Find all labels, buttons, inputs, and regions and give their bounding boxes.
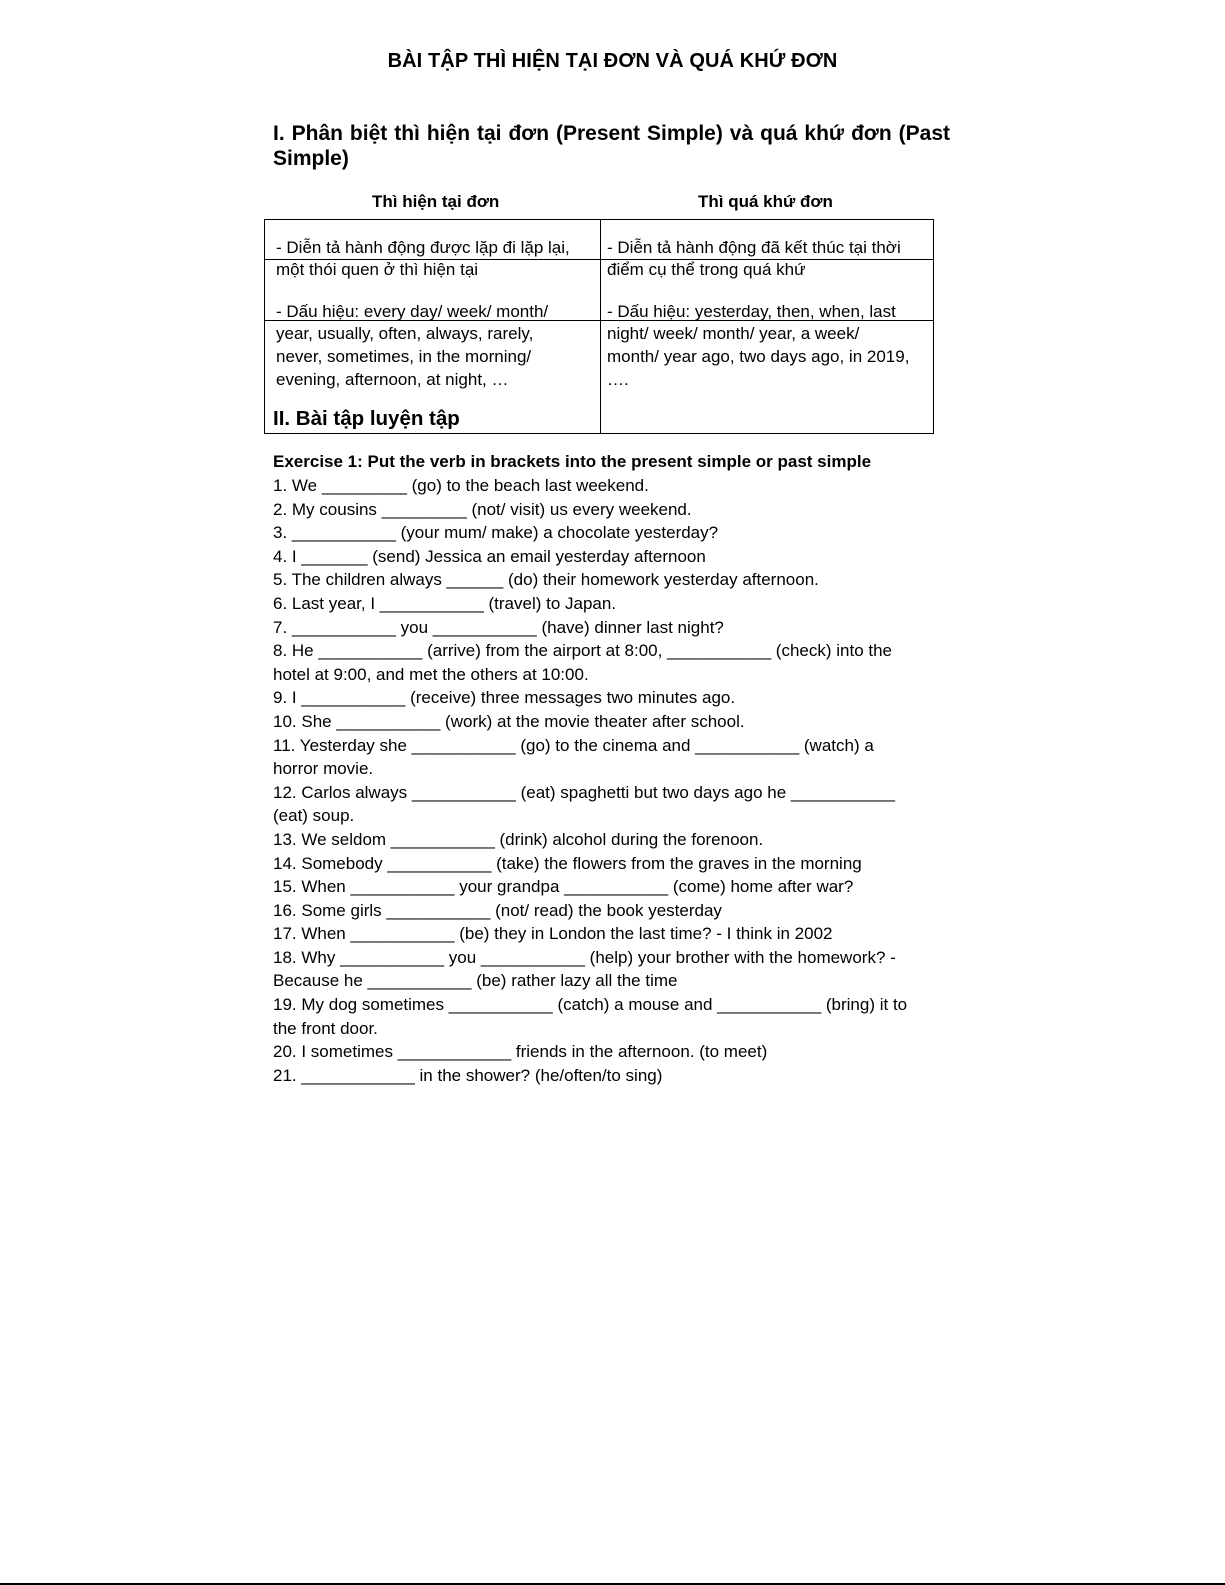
exercise-line: 15. When ___________ your grandpa ___________ (come) home after war? [273,877,854,897]
section-2-heading: II. Bài tập luyện tập [273,407,460,430]
present-cell-line: - Dấu hiệu: every day/ week/ month/ [276,302,549,321]
exercise-line: 17. When ___________ (be) they in London the last time? - I think in 2002 [273,924,833,944]
exercise-line: horror movie. [273,759,374,779]
exercise-line: 1. We _________ (go) to the beach last weekend. [273,476,649,495]
present-cell-line: - Diễn tả hành động được lặp đi lặp lại, [276,238,570,257]
exercise-line: 2. My cousins _________ (not/ visit) us every weekend. [273,499,692,519]
present-cell-line: một thói quen ở thì hiện tại [276,260,479,279]
exercise-line: 3. ___________ (your mum/ make) a chocolate yesterday? [273,523,719,543]
exercise-line: the front door. [273,1018,378,1038]
exercise-1-title: Exercise 1: Put the verb in brackets into the present simple or past simple [273,452,872,471]
exercise-line: 16. Some girls ___________ (not/ read) the book yesterday [273,900,722,920]
exercise-line: 21. ____________ in the shower? (he/often/to sing) [273,1065,663,1085]
exercise-line: (eat) soup. [273,806,355,826]
past-cell-line: …. [607,370,629,389]
exercise-line: 11. Yesterday she ___________ (go) to the cinema and ___________ (watch) a [273,735,874,755]
exercise-line: 9. I ___________ (receive) three messages two minutes ago. [273,688,736,708]
exercise-line: 12. Carlos always ___________ (eat) spaghetti but two days ago he ___________ [273,782,895,802]
present-cell-line: evening, afternoon, at night, … [276,370,509,389]
table-column-divider [600,220,601,433]
exercise-line: 18. Why ___________ you ___________ (help) your brother with the homework? - [273,947,896,967]
exercise-1-list [273,474,973,1087]
exercise-line: 6. Last year, I ___________ (travel) to Japan. [273,593,617,613]
exercise-line: 7. ___________ you ___________ (have) dinner last night? [273,617,724,637]
exercise-line: 20. I sometimes ____________ friends in the afternoon. (to meet) [273,1042,768,1062]
past-cell-line: night/ week/ month/ year, a week/ [607,324,860,343]
table-header-past: Thì quá khứ đơn [698,192,833,211]
exercise-line: 8. He ___________ (arrive) from the airport at 8:00, ___________ (check) into the [273,641,892,661]
section-1-heading: I. Phân biệt thì hiện tại đơn (Present Simple) và quá khứ đơn (Past Simple) [273,122,950,170]
comparison-table [264,219,934,434]
exercise-line: 4. I _______ (send) Jessica an email yesterday afternoon [273,546,706,566]
past-cell-line: - Diễn tả hành động đã kết thúc tại thời [607,238,901,257]
exercise-line: 19. My dog sometimes ___________ (catch) a mouse and ___________ (bring) it to [273,995,908,1015]
page-title: BÀI TẬP THÌ HIỆN TẠI ĐƠN VÀ QUÁ KHỨ ĐƠN [387,50,838,72]
exercise-line: hotel at 9:00, and met the others at 10:00. [273,664,589,684]
past-cell-line: điểm cụ thể trong quá khứ [607,260,806,279]
present-cell-line: never, sometimes, in the morning/ [276,347,532,366]
past-cell-line: - Dấu hiệu: yesterday, then, when, last [607,302,896,321]
exercise-line: 14. Somebody ___________ (take) the flowers from the graves in the morning [273,853,862,873]
exercise-line: Because he ___________ (be) rather lazy all the time [273,971,678,991]
table-header-present: Thì hiện tại đơn [372,192,500,211]
present-cell-line: year, usually, often, always, rarely, [276,324,534,343]
past-cell-line: month/ year ago, two days ago, in 2019, [607,347,910,366]
exercise-line: 5. The children always ______ (do) their homework yesterday afternoon. [273,570,819,590]
exercise-line: 13. We seldom ___________ (drink) alcohol during the forenoon. [273,829,764,849]
exercise-line: 10. She ___________ (work) at the movie theater after school. [273,711,745,731]
